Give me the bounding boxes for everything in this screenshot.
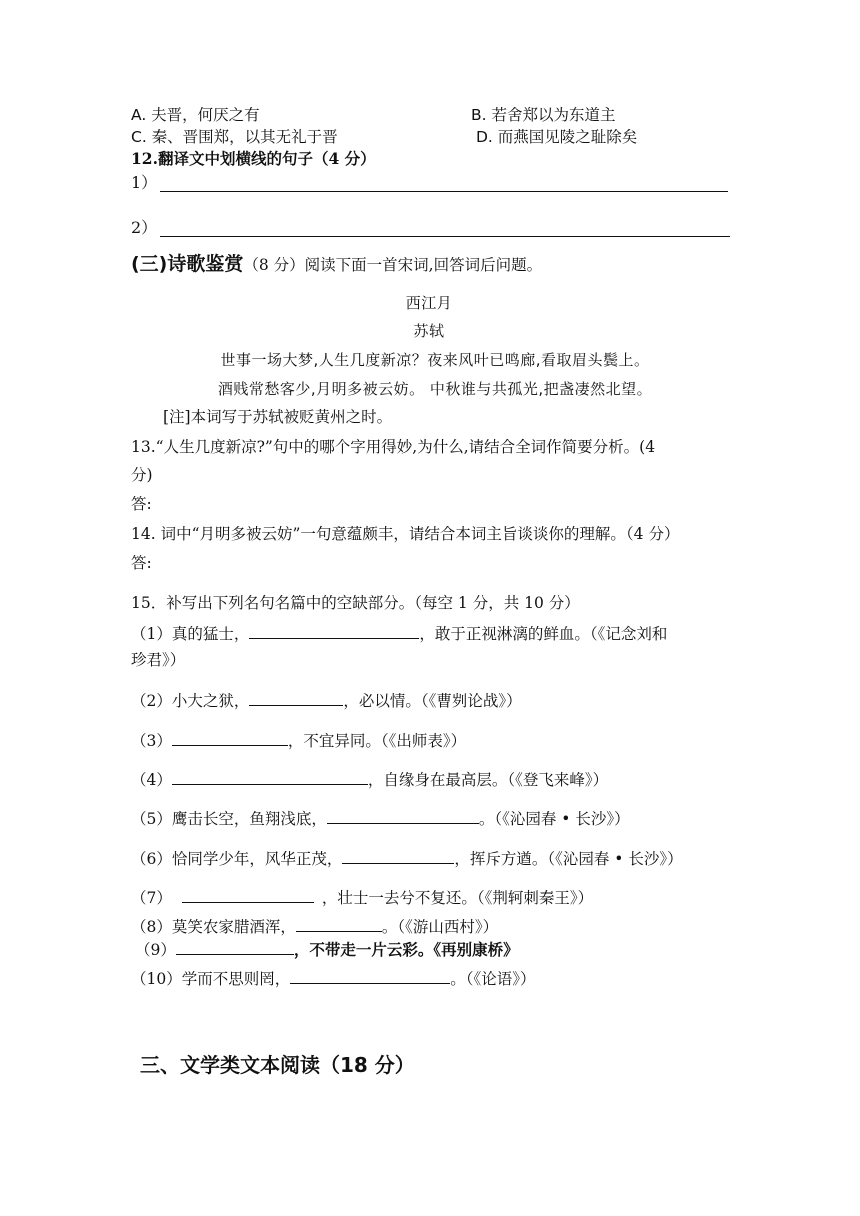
q15-blank-4[interactable] — [172, 767, 368, 785]
poem-line-2: 酒贱常愁客少,月明多被云妨。 中秋谁与共孤光,把盏凄然北望。 — [217, 380, 653, 398]
q15-item-2 — [131, 688, 522, 712]
q15-item-6-post: ，挥斥方遒。（《沁园春 • 长沙》） — [454, 850, 683, 868]
poem-author: 苏轼 — [413, 322, 445, 340]
q15-item-8-pre: （8）莫笑农家腊酒浑， — [131, 918, 296, 936]
q15-item-7 — [131, 885, 593, 909]
q15-item-5-post: 。（《沁园春 • 长沙》） — [478, 810, 630, 828]
q15-item-2-post: ，必以情。（《曹刿论战》） — [343, 692, 522, 710]
q15-blank-5[interactable] — [327, 806, 479, 824]
q15-item-10-post: 。（《论语》） — [450, 970, 536, 988]
q15-item-6-pre: （6）恰同学少年，风华正茂， — [131, 850, 343, 868]
q13-line-1: 13.“人生几度新凉?”句中的哪个字用得妙,为什么,请结合全词作简要分析。(4 — [131, 438, 656, 456]
q15-item-3 — [131, 728, 466, 752]
q15-item-10 — [131, 966, 536, 990]
q15-item-8-post: 。（《游山西村》） — [381, 918, 499, 936]
q15-item-9-post: ，不带走一片云彩。《再别康桥》 — [293, 940, 519, 959]
q15-item-7-post: ，壮士一去兮不复还。（《荆轲刺秦王》） — [321, 889, 594, 907]
poetry-section-score: （8 分） — [243, 256, 305, 274]
option-c: C. 秦、晋围郑，以其无礼于晋 — [131, 128, 338, 146]
q15-item-8 — [131, 914, 498, 938]
q15-item-2-pre: （2）小大之狱， — [131, 692, 250, 710]
q12-line1-label: 1） — [131, 173, 158, 192]
poem-title: 西江月 — [405, 294, 453, 312]
q15-blank-7[interactable] — [182, 885, 314, 903]
option-d: D. 而燕国见陵之耻除矣 — [476, 128, 638, 146]
poem-line-1: 世事一场大梦,人生几度新凉？夜来风叶已鸣廊,看取眉头鬓上。 — [220, 351, 650, 369]
poetry-section-instruction: 阅读下面一首宋词,回答词后问题。 — [304, 256, 543, 274]
q13-line-2: 分) — [131, 466, 153, 484]
q13-answer-label: 答: — [131, 495, 152, 513]
q15-item-1 — [131, 621, 667, 645]
q15-item-1-post: ，敢于正视淋漓的鲜血。（《记念刘和 — [419, 625, 668, 643]
q15-item-3-pre: （3） — [131, 732, 172, 750]
q15-item-5-pre: （5）鹰击长空，鱼翔浅底， — [131, 810, 327, 828]
q15-blank-3[interactable] — [172, 728, 288, 746]
q15-blank-10[interactable] — [290, 966, 450, 984]
q12-answer-line-2[interactable] — [160, 236, 730, 237]
q14-answer-label: 答: — [131, 554, 152, 572]
q15-item-1-pre: （1）真的猛士， — [131, 625, 250, 643]
q15-item-5 — [131, 806, 630, 830]
q15-blank-9[interactable] — [176, 937, 294, 955]
q15-item-4-pre: （4） — [131, 771, 172, 789]
option-b: B. 若舍郑以为东道主 — [471, 106, 616, 124]
q12-line2-label: 2） — [131, 218, 158, 237]
q15-item-3-post: ，不宜异同。（《出师表》） — [287, 732, 467, 750]
q15-blank-1[interactable] — [249, 621, 419, 639]
q12-answer-line-1[interactable] — [160, 191, 728, 192]
q15-item-6 — [131, 846, 683, 870]
poetry-section-header — [131, 250, 542, 279]
q15-item-4 — [131, 767, 608, 791]
q15-item-10-pre: （10）学而不思则罔， — [131, 970, 291, 988]
poem-note: [注]本词写于苏轼被贬黄州之时。 — [163, 408, 393, 426]
q15-item-7-pre: （7） — [131, 889, 172, 907]
q15-blank-6[interactable] — [342, 846, 454, 864]
q14-line-1: 14. 词中“月明多被云妨”一句意蕴颇丰，请结合本词主旨谈谈你的理解。（4 分） — [131, 525, 680, 543]
q15-item-9-pre: （9） — [135, 941, 176, 959]
q15-blank-8[interactable] — [296, 914, 382, 932]
q15-item-4-post: ，自缘身在最高层。（《登飞来峰》） — [367, 771, 609, 789]
poetry-section-heading: (三)诗歌鉴赏 — [131, 253, 244, 275]
q15-item-1-cont: 珍君》） — [131, 651, 186, 669]
q15-blank-2[interactable] — [249, 688, 343, 706]
q12-title: 12.翻译文中划横线的句子（4 分） — [131, 149, 376, 168]
q15-title: 15．补写出下列名句名篇中的空缺部分。（每空 1 分，共 10 分） — [131, 594, 580, 612]
option-a: A. 夫晋，何厌之有 — [131, 106, 260, 124]
section-three-heading: 三、文学类文本阅读（18 分） — [140, 1053, 415, 1077]
q15-item-9 — [135, 937, 519, 961]
